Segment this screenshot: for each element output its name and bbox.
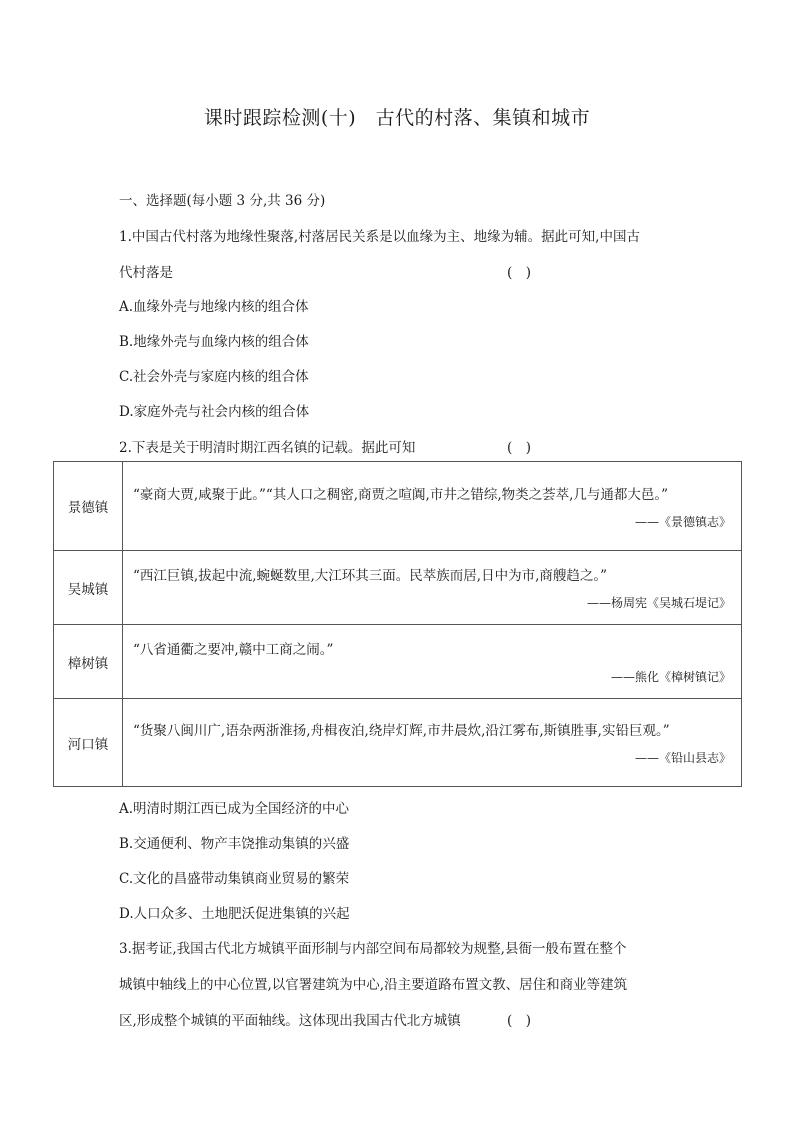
record-quote: “八省通衢之要冲,赣中工商之闹。” [133,642,334,658]
record-source: ——熊化《樟树镇记》 [610,670,731,684]
record-cell [123,551,742,625]
q3-stem-line1: 3.据考证,我国古代北方城镇平面形制与内部空间布局都较为规整,县衙一般布置在整个 [119,941,627,957]
page-title: 课时跟踪检测(十) 古代的村落、集镇和城市 [203,107,591,129]
town-name: 景德镇 [54,462,123,551]
q2-stem: 2.下表是关于明清时期江西名镇的记载。据此可知 [119,440,416,456]
records-table [53,461,742,787]
q1-option-d: D.家庭外壳与社会内核的组合体 [119,404,310,420]
record-cell [123,625,742,699]
q1-stem-line1: 1.中国古代村落为地缘性聚落,村落居民关系是以血缘为主、地缘为辅。据此可知,中国古 [119,229,640,245]
table-row [54,625,742,699]
q1-option-b: B.地缘外壳与血缘内核的组合体 [119,334,309,350]
q3-answer-paren: ( ) [507,1013,532,1029]
section-heading: 一、选择题(每小题 3 分,共 36 分) [119,193,326,209]
table-row [54,551,742,625]
record-quote: “货聚八闽川广,语杂两浙淮扬,舟楫夜泊,绕岸灯辉,市井晨炊,沿江雾布,斯镇胜事,实铅巨观。” [133,723,670,739]
record-cell [123,699,742,787]
q3-stem-line3: 区,形成整个城镇的平面轴线。这体现出我国古代北方城镇 [119,1013,461,1029]
record-quote: “豪商大贾,咸聚于此。”“其人口之稠密,商贾之喧阗,市井之错综,物类之荟萃,几与通都大邑。” [133,486,669,503]
town-name: 樟树镇 [54,625,123,699]
q3-stem-line2: 城镇中轴线上的中心位置,以官署建筑为中心,沿主要道路布置文教、居住和商业等建筑 [119,977,628,993]
q2-option-b: B.交通便利、物产丰饶推动集镇的兴盛 [119,836,350,852]
q1-answer-paren: ( ) [507,265,532,281]
q2-answer-paren: ( ) [507,440,532,456]
q1-option-a: A.血缘外壳与地缘内核的组合体 [119,299,309,315]
record-cell [123,462,742,551]
record-source: ——杨周宪《吴城石堤记》 [586,596,731,610]
record-source: ——《景德镇志》 [634,514,731,529]
town-name: 河口镇 [54,699,123,787]
record-quote: “西江巨镇,拔起中流,蜿蜒数里,大江环其三面。民萃族而居,日中为市,商艘趋之。” [133,568,608,584]
q2-option-c: C.文化的昌盛带动集镇商业贸易的繁荣 [119,871,350,887]
table-row [54,699,742,787]
q1-option-c: C.社会外壳与家庭内核的组合体 [119,369,309,385]
q2-option-d: D.人口众多、土地肥沃促进集镇的兴起 [119,906,350,922]
q2-option-a: A.明清时期江西已成为全国经济的中心 [119,801,350,817]
town-name: 吴城镇 [54,551,123,625]
q1-stem-line2: 代村落是 [119,265,173,281]
table-row [54,462,742,551]
record-source: ——《铅山县志》 [634,751,731,765]
